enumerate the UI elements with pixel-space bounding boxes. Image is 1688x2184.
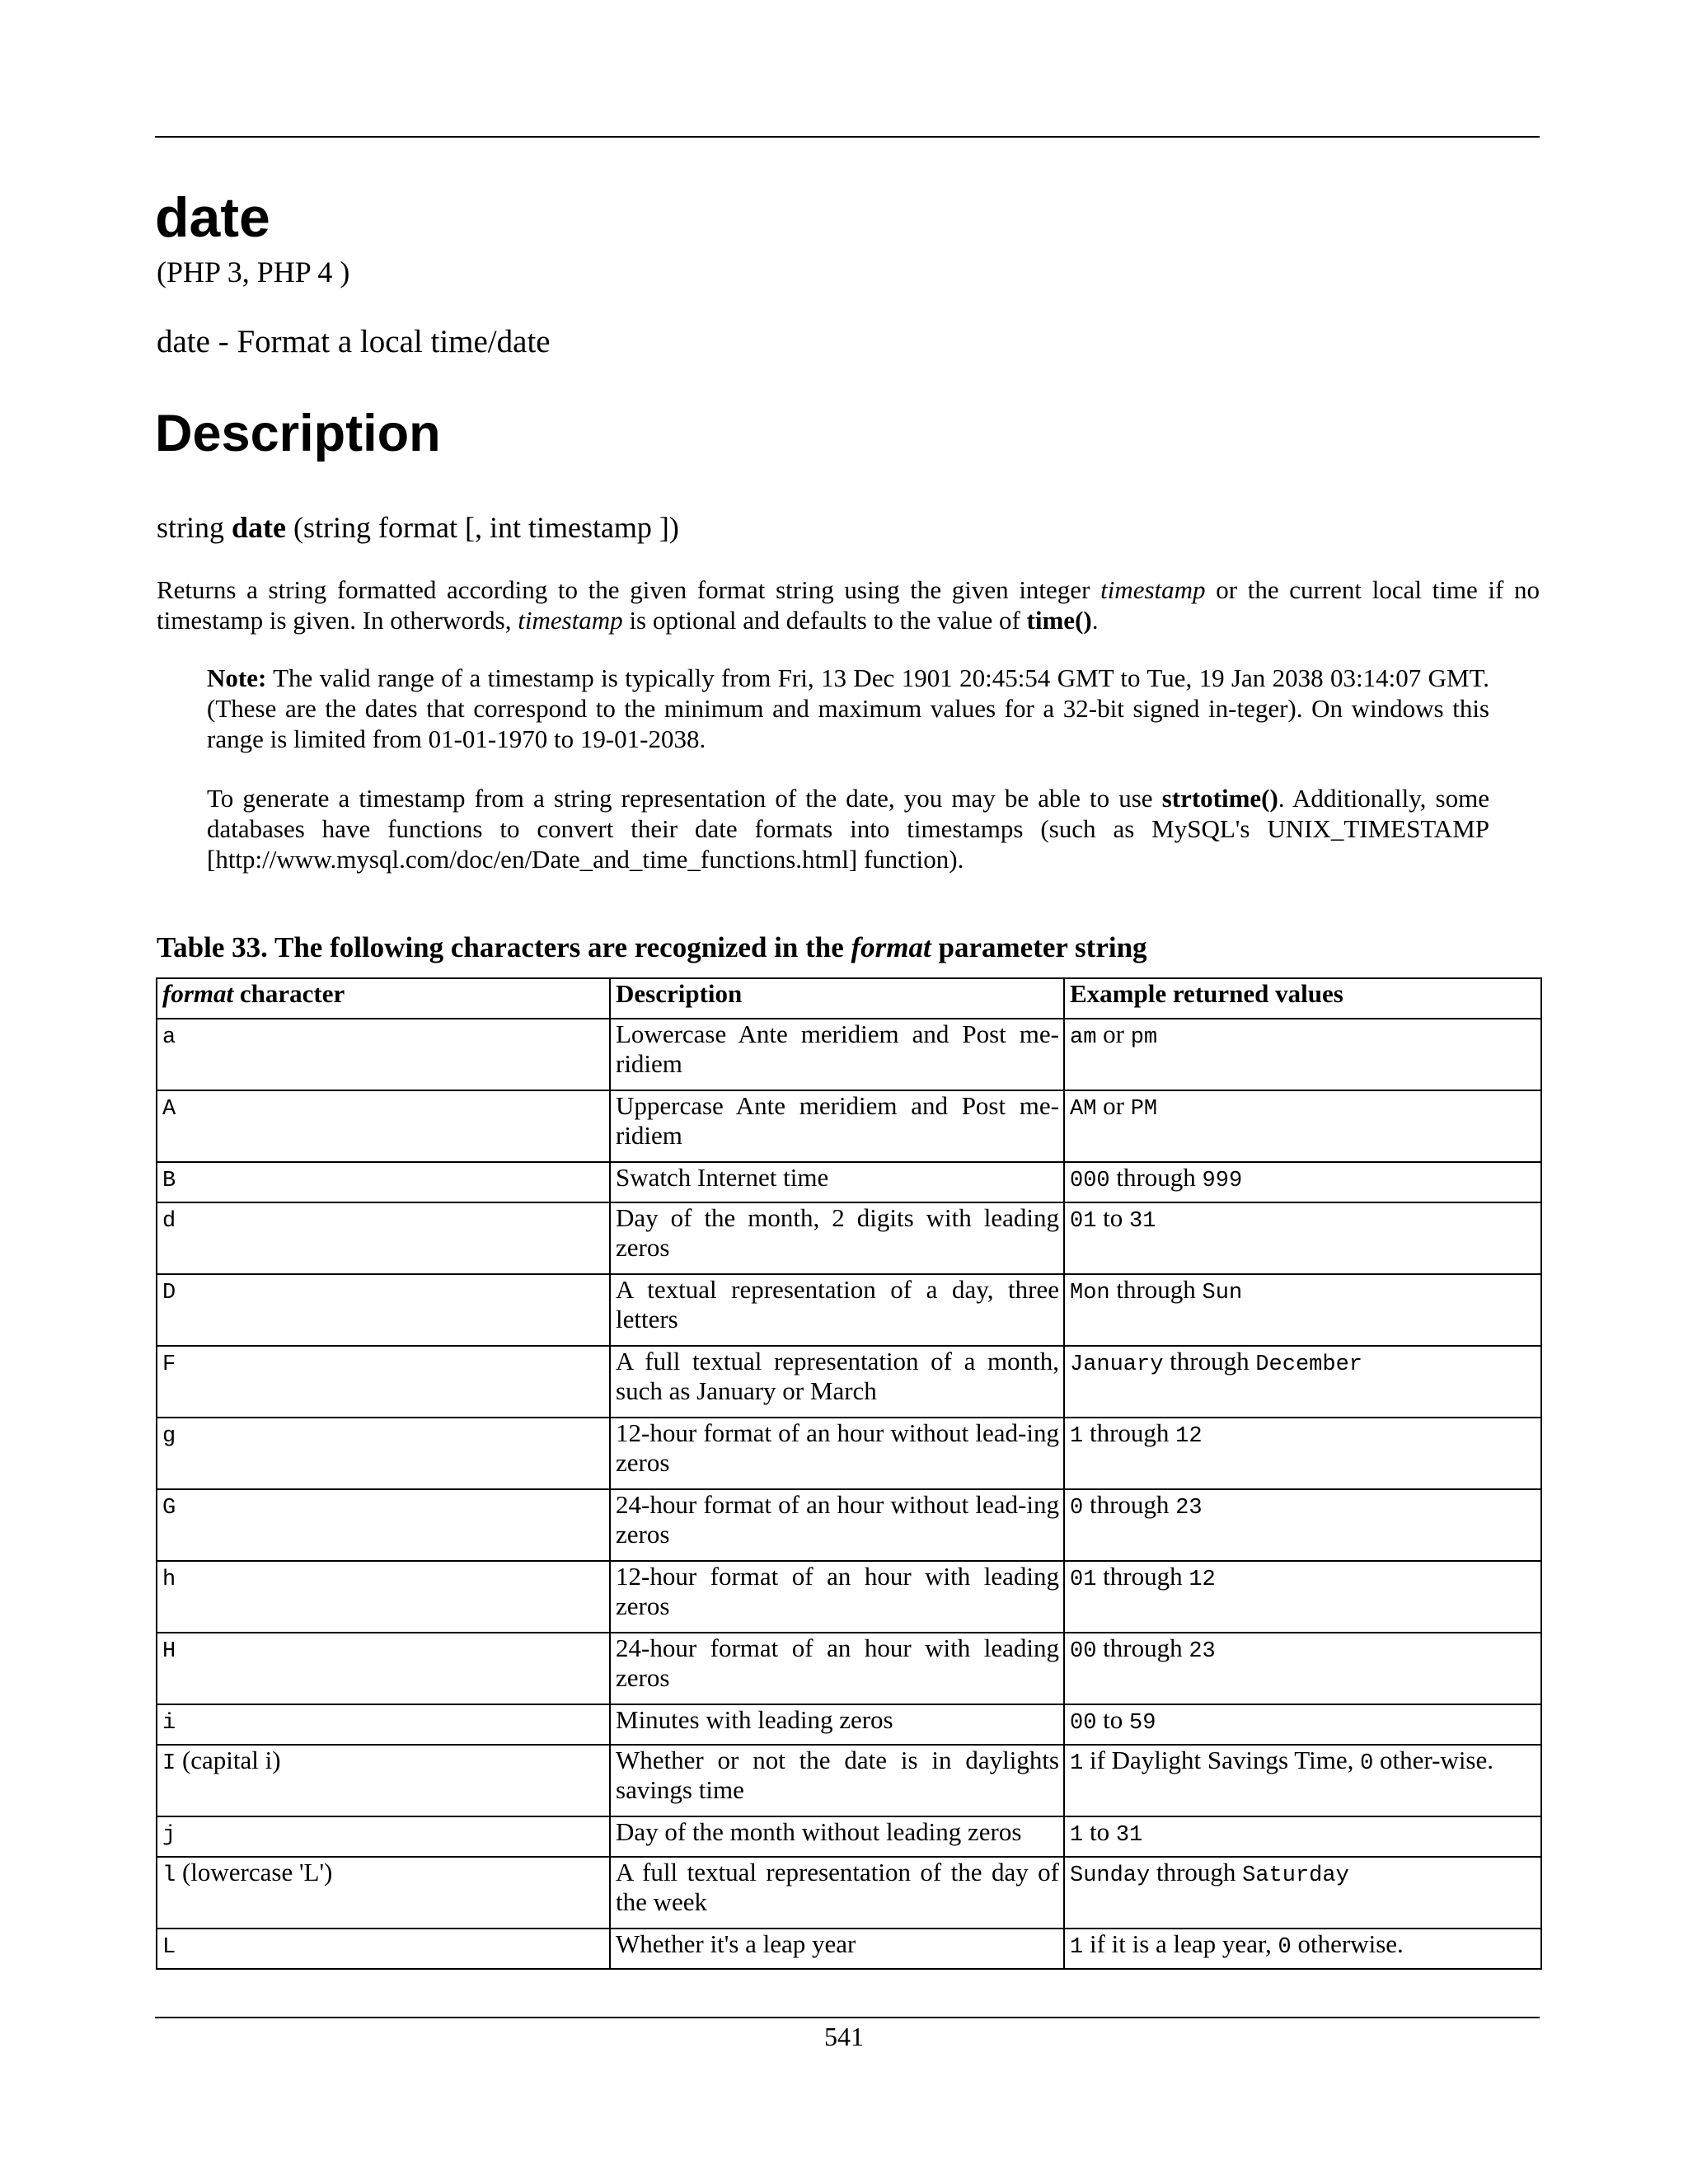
example-start-value: 1 <box>1070 1424 1084 1449</box>
example-connector: through <box>1163 1347 1256 1376</box>
format-char: B <box>162 1169 176 1193</box>
cell-example <box>1064 1274 1541 1346</box>
timestamp-term: timestamp <box>1100 575 1206 604</box>
column-header-description: Description <box>610 978 1064 1019</box>
example-start-value: Sunday <box>1070 1863 1151 1888</box>
note-block <box>207 663 1489 754</box>
example-suffix: other-wise. <box>1373 1746 1494 1774</box>
example-end-value: 12 <box>1175 1424 1203 1449</box>
cell-example <box>1064 1745 1541 1816</box>
format-char-note: (lowercase 'L') <box>176 1858 333 1886</box>
example-connector: through <box>1096 1562 1189 1591</box>
para-text: or the current local time if no timestamp is given. In otherwords, <box>157 575 1540 635</box>
page-title: date <box>155 186 270 249</box>
table-row <box>157 1162 1541 1202</box>
table-row <box>157 1274 1541 1346</box>
cell-description: 12-hour format of an hour without lead-ing zeros <box>610 1418 1064 1489</box>
example-end-value: pm <box>1130 1025 1158 1050</box>
example-connector: through <box>1083 1490 1176 1519</box>
table-row <box>157 1489 1541 1561</box>
example-end-value: December <box>1255 1352 1362 1377</box>
table-row <box>157 1090 1541 1162</box>
format-char: H <box>162 1639 176 1664</box>
example-end-value: Saturday <box>1242 1863 1349 1888</box>
example-connector: if Daylight Savings Time, <box>1083 1746 1361 1774</box>
example-connector: to <box>1096 1705 1130 1734</box>
table-row <box>157 1346 1541 1418</box>
caption-format-term: format <box>851 931 931 963</box>
example-connector: through <box>1109 1275 1203 1304</box>
description-paragraph <box>157 574 1540 635</box>
table-body <box>157 1019 1541 1969</box>
example-start-value: 00 <box>1070 1711 1097 1736</box>
example-end-value: Sun <box>1202 1281 1243 1305</box>
format-char: D <box>162 1281 176 1305</box>
example-connector: through <box>1109 1163 1203 1192</box>
cell-example <box>1064 1346 1541 1418</box>
example-connector: through <box>1150 1858 1243 1886</box>
cell-description: A full textual representation of a month, such as January or March <box>610 1346 1064 1418</box>
example-start-value: 01 <box>1070 1209 1097 1234</box>
function-name: date <box>232 511 287 544</box>
timestamp-term: timestamp <box>518 606 623 635</box>
cell-description: Uppercase Ante meridiem and Post me-ridiem <box>610 1090 1064 1162</box>
example-start-value: am <box>1070 1025 1097 1050</box>
example-start-value: January <box>1070 1352 1164 1377</box>
header-format-term: format <box>162 979 234 1008</box>
example-connector: or <box>1096 1019 1131 1048</box>
example-start-value: 1 <box>1070 1935 1084 1960</box>
cell-example <box>1064 1929 1541 1969</box>
format-char: a <box>162 1025 176 1050</box>
cell-example <box>1064 1019 1541 1090</box>
example-connector: through <box>1083 1418 1176 1447</box>
cell-format-character <box>157 1633 610 1704</box>
cell-format-character <box>157 1346 610 1418</box>
example-connector: if it is a leap year, <box>1083 1929 1278 1958</box>
strtotime-link[interactable]: strtotime() <box>1161 784 1278 813</box>
cell-description: Whether it's a leap year <box>610 1929 1064 1969</box>
table-row <box>157 1816 1541 1857</box>
example-end-value: 23 <box>1175 1496 1203 1521</box>
example-connector: to <box>1083 1817 1116 1846</box>
column-header-format-character <box>157 978 610 1019</box>
example-suffix: otherwise. <box>1291 1929 1404 1958</box>
refname: date <box>157 324 210 359</box>
note-text: The valid range of a timestamp is typically from Fri, 13 Dec 1901 20:45:54 GMT to Tue, 19 Jan 2038 03:14:07 GMT. (These are the dates that correspond to the minimum and maximum values for a 32-bit signed in-teger). On windows this range is limited from 01-01-1970 to 19-01-2038. <box>207 663 1489 753</box>
para-text: is optional and defaults to the value of <box>629 606 1020 635</box>
note-label: Note: <box>207 663 267 692</box>
format-char: j <box>162 1823 176 1848</box>
column-header-example: Example returned values <box>1064 978 1541 1019</box>
cell-description: Lowercase Ante meridiem and Post me-ridiem <box>610 1019 1064 1090</box>
cell-description: A textual representation of a day, three letters <box>610 1274 1064 1346</box>
cell-format-character <box>157 1816 610 1857</box>
format-char-note: (capital i) <box>176 1746 281 1774</box>
format-char: L <box>162 1935 176 1960</box>
example-start-value: 1 <box>1070 1751 1084 1776</box>
table-row <box>157 1019 1541 1090</box>
caption-text: Table 33. The following characters are recognized in the <box>157 931 844 963</box>
table-row <box>157 1561 1541 1633</box>
cell-example <box>1064 1561 1541 1633</box>
cell-description: Day of the month without leading zeros <box>610 1816 1064 1857</box>
function-synopsis <box>157 513 679 542</box>
cell-example <box>1064 1704 1541 1745</box>
example-end-value: PM <box>1130 1097 1158 1122</box>
cell-format-character <box>157 1019 610 1090</box>
cell-format-character <box>157 1274 610 1346</box>
function-params: (string format [, int timestamp ]) <box>293 511 679 544</box>
example-start-value: 000 <box>1070 1169 1110 1193</box>
example-start-value: Mon <box>1070 1281 1110 1305</box>
format-char: l <box>162 1863 176 1888</box>
example-end-value: 31 <box>1115 1823 1143 1848</box>
format-char: d <box>162 1209 176 1234</box>
cell-format-character <box>157 1090 610 1162</box>
cell-description: Swatch Internet time <box>610 1162 1064 1202</box>
cell-example <box>1064 1418 1541 1489</box>
example-start-value: 00 <box>1070 1639 1097 1664</box>
format-char: A <box>162 1097 176 1122</box>
format-char: F <box>162 1352 176 1377</box>
caption-text: parameter string <box>938 931 1147 963</box>
cell-format-character <box>157 1857 610 1929</box>
example-connector: or <box>1096 1091 1131 1120</box>
header-text: character <box>239 979 345 1008</box>
time-function-link[interactable]: time() <box>1026 606 1092 635</box>
page-number: 541 <box>824 2022 864 2051</box>
table-row <box>157 1202 1541 1274</box>
cell-format-character <box>157 1929 610 1969</box>
example-start-value: AM <box>1070 1097 1097 1122</box>
example-start-value: 1 <box>1070 1823 1084 1848</box>
cell-example <box>1064 1202 1541 1274</box>
example-connector: to <box>1096 1203 1130 1232</box>
cell-format-character <box>157 1202 610 1274</box>
cell-description: Whether or not the date is in daylights savings time <box>610 1745 1064 1816</box>
cell-format-character <box>157 1489 610 1561</box>
example-end-value: 0 <box>1360 1751 1374 1776</box>
para-text: To generate a timestamp from a string representation of the date, you may be able to use <box>207 784 1153 813</box>
example-end-value: 31 <box>1129 1209 1156 1234</box>
para-text: . Additionally, some databases have functions to convert their date formats into timestamps (such as MySQL's UNIX_TIMESTAMP [http://www.mysql.com/doc/en/Date_and_time_functions.html] function). <box>207 784 1489 874</box>
cell-description: Minutes with leading zeros <box>610 1704 1064 1745</box>
cell-format-character <box>157 1561 610 1633</box>
cell-description: 24-hour format of an hour with leading zeros <box>610 1633 1064 1704</box>
example-end-value: 59 <box>1129 1711 1156 1736</box>
refname-line: date - Format a local time/date <box>157 324 551 359</box>
refpurpose: Format a local time/date <box>237 324 551 359</box>
cell-example <box>1064 1857 1541 1929</box>
table-row <box>157 1633 1541 1704</box>
cell-format-character <box>157 1418 610 1489</box>
example-end-value: 23 <box>1189 1639 1216 1664</box>
cell-format-character <box>157 1704 610 1745</box>
header-rule <box>155 136 1540 138</box>
para-text: Returns a string formatted according to the given format string using the given integer <box>157 575 1090 604</box>
cell-description: 24-hour format of an hour without lead-ing zeros <box>610 1489 1064 1561</box>
format-char: I <box>162 1751 176 1776</box>
example-connector: through <box>1096 1633 1189 1662</box>
cell-description: 12-hour format of an hour with leading zeros <box>610 1561 1064 1633</box>
example-start-value: 01 <box>1070 1568 1097 1592</box>
cell-example <box>1064 1162 1541 1202</box>
example-end-value: 0 <box>1278 1935 1292 1960</box>
footer-rule <box>155 2017 1540 2018</box>
table-row <box>157 1929 1541 1969</box>
cell-example <box>1064 1633 1541 1704</box>
table-row <box>157 1418 1541 1489</box>
php-versions: (PHP 3, PHP 4 ) <box>157 255 350 288</box>
return-type: string <box>157 511 225 544</box>
format-char: G <box>162 1496 176 1521</box>
strtotime-paragraph <box>207 783 1489 874</box>
description-heading: Description <box>155 405 441 462</box>
table-row <box>157 1745 1541 1816</box>
cell-description: Day of the month, 2 digits with leading zeros <box>610 1202 1064 1274</box>
cell-format-character <box>157 1162 610 1202</box>
table-row <box>157 1857 1541 1929</box>
format-characters-table <box>156 977 1542 1970</box>
cell-example <box>1064 1090 1541 1162</box>
example-end-value: 999 <box>1202 1169 1243 1193</box>
cell-example <box>1064 1816 1541 1857</box>
table-row <box>157 1704 1541 1745</box>
example-start-value: 0 <box>1070 1496 1084 1521</box>
cell-example <box>1064 1489 1541 1561</box>
format-char: i <box>162 1711 176 1736</box>
format-char: g <box>162 1424 176 1449</box>
table-header-row <box>157 978 1541 1019</box>
table-caption <box>157 933 1147 962</box>
para-text: . <box>1091 606 1099 635</box>
example-end-value: 12 <box>1189 1568 1216 1592</box>
cell-description: A full textual representation of the day of the week <box>610 1857 1064 1929</box>
format-char: h <box>162 1568 176 1592</box>
cell-format-character <box>157 1745 610 1816</box>
